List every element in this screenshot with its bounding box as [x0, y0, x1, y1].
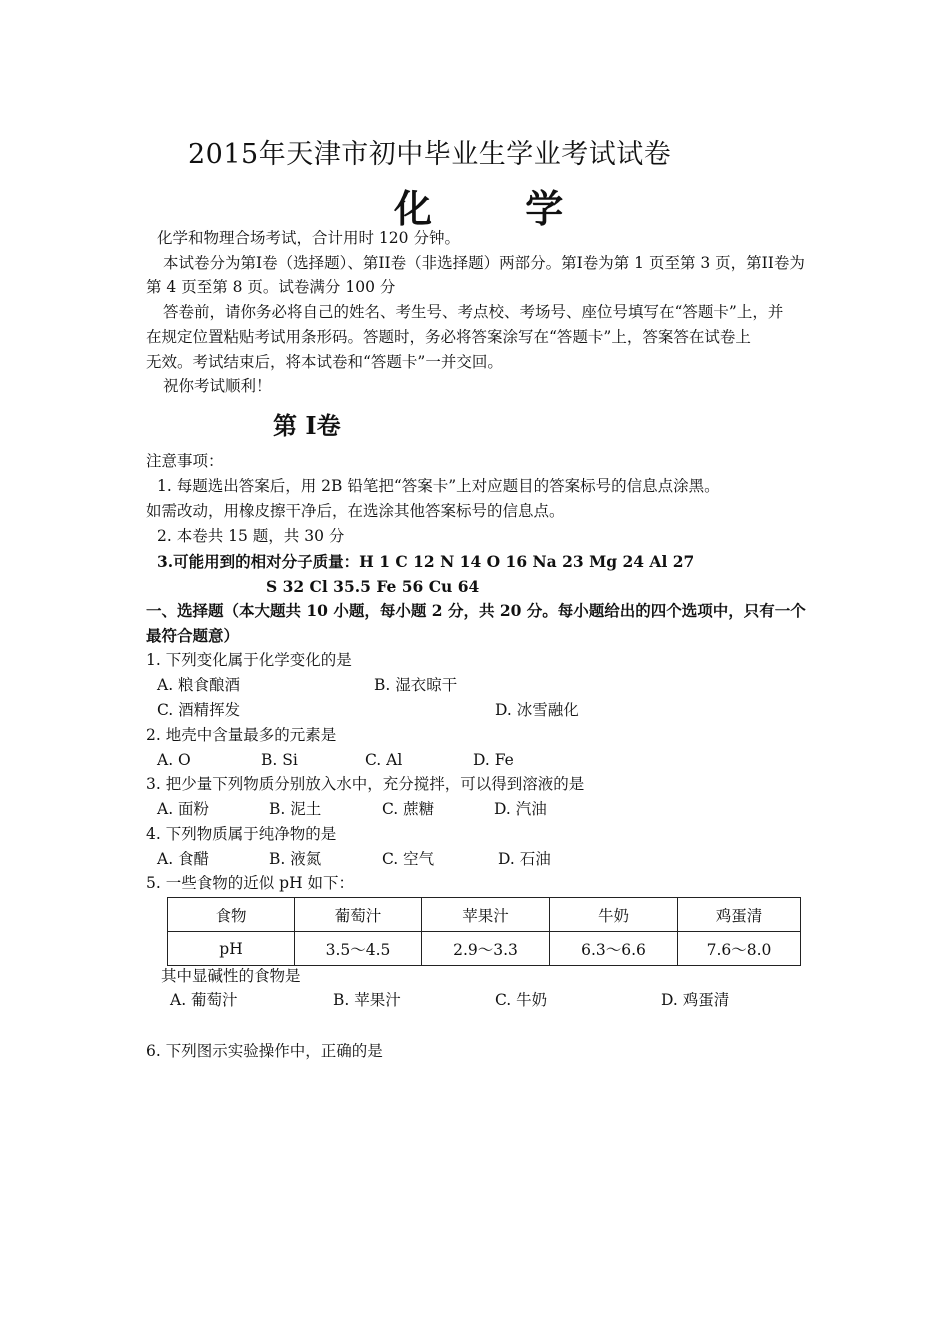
q4-option-d: D. 石油: [498, 850, 551, 868]
q3-option-c: C. 蔗糖: [382, 800, 435, 818]
q5-option-d: D. 鸡蛋清: [661, 991, 730, 1009]
ph-table-cell: 7.6～8.0: [678, 932, 801, 966]
q2-option-a: A. O: [157, 751, 191, 769]
ph-table-header-cell: 葡萄汁: [295, 898, 422, 932]
subject-title: 化 学: [394, 187, 604, 231]
section-heading-line-1: 一、选择题（本大题共 10 小题，每小题 2 分，共 20 分。每小题给出的四个选项中，只有一个: [146, 601, 806, 620]
q5-option-c: C. 牛奶: [495, 991, 548, 1009]
note-2: 2. 本卷共 15 题，共 30 分: [157, 527, 345, 545]
intro-line-2: 本试卷分为第I卷（选择题）、第II卷（非选择题）两部分。第I卷为第 1 页至第 3 页，第II卷为: [163, 254, 805, 272]
ph-table-header-cell: 苹果汁: [422, 898, 550, 932]
section-heading-line-2: 最符合题意）: [146, 626, 240, 645]
ph-table-header-cell: 食物: [168, 898, 295, 932]
ph-table-cell: pH: [168, 932, 295, 966]
note-3a: 3.可能用到的相对分子质量：H 1 C 12 N 14 O 16 Na 23 Mg 24 Al 27: [157, 552, 695, 571]
q3-option-a: A. 面粉: [157, 800, 210, 818]
ph-table-cell: 2.9～3.3: [422, 932, 550, 966]
ph-table-cell: 6.3～6.6: [550, 932, 678, 966]
q3-stem: 3. 把少量下列物质分别放入水中，充分搅拌，可以得到溶液的是: [146, 775, 585, 793]
ph-table-cell: 3.5～4.5: [295, 932, 422, 966]
intro-line-3: 第 4 页至第 8 页。试卷满分 100 分: [146, 278, 396, 296]
ph-table-header-cell: 牛奶: [550, 898, 678, 932]
q5-stem: 5. 一些食物的近似 pH 如下：: [146, 874, 355, 892]
note-1a: 1. 每题选出答案后，用 2B 铅笔把“答案卡”上对应题目的答案标号的信息点涂黑。: [157, 477, 720, 495]
exam-title: 2015年天津市初中毕业生学业考试试卷: [188, 139, 672, 170]
q3-option-d: D. 汽油: [494, 800, 547, 818]
volume-title: 第 I卷: [273, 411, 341, 440]
q5-option-b: B. 苹果汁: [333, 991, 401, 1009]
q2-option-d: D. Fe: [473, 751, 514, 769]
q3-option-b: B. 泥土: [269, 800, 322, 818]
q4-option-b: B. 液氮: [269, 850, 322, 868]
q5-option-a: A. 葡萄汁: [170, 991, 238, 1009]
q1-option-c: C. 酒精挥发: [157, 701, 241, 719]
ph-table-row: [168, 932, 801, 966]
q6-stem: 6. 下列图示实验操作中，正确的是: [146, 1042, 383, 1060]
intro-line-4: 答卷前，请你务必将自己的姓名、考生号、考点校、考场号、座位号填写在“答题卡”上，并: [163, 303, 784, 321]
q1-option-d: D. 冰雪融化: [495, 701, 579, 719]
intro-line-5: 在规定位置粘贴考试用条形码。答题时，务必将答案涂写在“答题卡”上，答案答在试卷上: [146, 328, 751, 346]
ph-table-header-row: [168, 898, 801, 932]
q4-option-a: A. 食醋: [157, 850, 210, 868]
ph-table: [167, 897, 801, 966]
ph-table-header-cell: 鸡蛋清: [678, 898, 801, 932]
q2-option-c: C. Al: [365, 751, 403, 769]
intro-line-1: 化学和物理合场考试，合计用时 120 分钟。: [157, 229, 460, 247]
q2-stem: 2. 地壳中含量最多的元素是: [146, 726, 337, 744]
q1-option-a: A. 粮食酿酒: [157, 676, 241, 694]
q4-option-c: C. 空气: [382, 850, 435, 868]
intro-line-6: 无效。考试结束后，将本试卷和“答题卡”一并交回。: [146, 353, 503, 371]
q1-stem: 1. 下列变化属于化学变化的是: [146, 651, 352, 669]
q2-option-b: B. Si: [261, 751, 298, 769]
notes-heading: 注意事项：: [146, 452, 224, 470]
q5-followup: 其中显碱性的食物是: [161, 967, 301, 985]
q4-stem: 4. 下列物质属于纯净物的是: [146, 825, 337, 843]
note-3b: S 32 Cl 35.5 Fe 56 Cu 64: [266, 577, 480, 596]
q1-option-b: B. 湿衣晾干: [374, 676, 458, 694]
note-1b: 如需改动，用橡皮擦干净后，在选涂其他答案标号的信息点。: [146, 502, 565, 520]
intro-line-7: 祝你考试顺利！: [163, 377, 272, 395]
